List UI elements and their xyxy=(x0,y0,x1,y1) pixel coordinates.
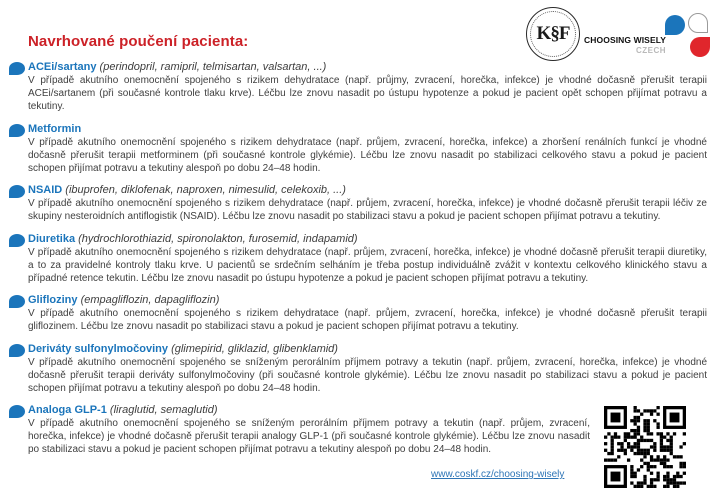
qr-code xyxy=(604,406,686,488)
section-metformin xyxy=(28,123,707,175)
section-name: Metformin xyxy=(28,122,82,135)
section-heading xyxy=(28,61,707,74)
section-drug-list: (glimepirid, gliklazid, glibenklamid) xyxy=(171,342,338,355)
speech-bubble-outline-icon xyxy=(688,13,708,33)
section-name: ACEi/sartany xyxy=(28,61,97,73)
section-drug-list: (hydrochlorothiazid, spironolakton, furosemid, indapamid) xyxy=(78,232,358,245)
bullet-speech-icon xyxy=(9,405,25,418)
section-body: V případě akutního onemocnění spojeného se sníženým perorálním příjmem potravy a tekutin (např. průjem, zvracení, horečka, infekce) je vhodné dočasně přerušit terapii deriváty sulfonylmočoviny (při současné kontrole glykémie). Léčbu lze znovu nasadit po stabilizaci stavu a pokud je pacient schopen přijímat potravu a tekutiny alespoň po dobu 24–48 hodin. xyxy=(28,356,707,394)
section-heading xyxy=(28,233,707,246)
section-drug-list: (empagliflozin, dapagliflozin) xyxy=(80,294,220,306)
section-drug-list: (ibuprofen, diklofenak, naproxen, nimesulid, celekoxib, ...) xyxy=(65,184,346,196)
section-name: NSAID xyxy=(28,184,63,196)
section-name: Diuretika xyxy=(28,232,76,245)
seal-ring-icon xyxy=(530,11,576,57)
bullet-speech-icon xyxy=(9,344,25,357)
choosing-wisely-title: CHOOSING WISELY xyxy=(584,35,666,45)
section-diuretika xyxy=(28,233,707,285)
section-body: V případě akutního onemocnění spojeného s rizikem dehydratace (např. průjem, zvracení, horečka, infekce) je vhodné dočasně přerušit terapii diuretiky, a to za pravidelné kontroly tlaku krve. U pacientů se srdečním selháním je třeba postup individuálně zvážit v kontextu celkového klinického stavu a případné retence tekutin. Léčbu lze znovu nasadit po ústupu hypotenze a pokud je pacient schopen přijímat potravu a tekutiny. xyxy=(28,246,707,284)
choosing-wisely-wordmark xyxy=(584,35,666,55)
section-nsaid xyxy=(28,184,707,223)
seal-monogram: K§F xyxy=(536,23,570,44)
bullet-speech-icon xyxy=(9,185,25,198)
bullet-speech-icon xyxy=(9,234,25,247)
speech-bubble-red-icon xyxy=(690,37,710,57)
website-link[interactable]: www.coskf.cz/choosing-wisely xyxy=(431,469,565,480)
sections-list xyxy=(28,61,707,466)
choosing-wisely-subtitle: CZECH xyxy=(635,46,666,55)
section-heading xyxy=(28,294,707,307)
section-body: V případě akutního onemocnění spojeného s rizikem dehydratace (např. průjem, zvracení, horečka, infekce) je vhodné dočasně přerušit terapii léčiv ze skupiny nesteroidních antiflogistik (NSAID). Léčbu lze znovu nasadit po stabilizaci stavu a pokud je pacient schopen přijímat potravu a tekutiny. xyxy=(28,198,707,222)
bullet-speech-icon xyxy=(9,124,25,137)
section-heading xyxy=(28,343,707,356)
section-heading xyxy=(28,404,590,417)
section-drug-list: (liraglutid, semaglutid) xyxy=(109,404,218,416)
bullet-speech-icon xyxy=(9,295,25,308)
section-body: V případě akutního onemocnění spojeného s rizikem dehydratace (např. průjem, zvracení, horečka, infekce) a zhoršení renálních funkcí je vhodné dočasně přerušit terapii metforminem (při současné kontrole glykémie). Léčbu lze znovu nasadit po stabilizaci celkového stavu a pokud je pacient schopen přijímat potravu a tekutiny alespoň po dobu 24–48 hodin. xyxy=(28,136,707,174)
section-glifloziny xyxy=(28,294,707,333)
choosing-wisely-logo xyxy=(584,12,712,58)
section-acei-sartany xyxy=(28,61,707,113)
speech-bubble-blue-icon xyxy=(665,15,685,35)
bullet-speech-icon xyxy=(9,62,25,75)
section-body: V případě akutního onemocnění spojeného s rizikem dehydratace (např. průjmy, zvracení, horečka, infekce) je vhodné dočasně přerušit terapii ACEi/sartanem (při současné kontrole tlaku krve). Léčbu lze znovu nasadit po ústupu hypotenze a pokud je pacient opět schopen přijímat potravu a tekutiny. xyxy=(28,75,707,112)
page-title: Navrhované poučení pacienta: xyxy=(28,33,249,50)
section-name: Glifloziny xyxy=(28,294,78,306)
coskf-society-seal-logo xyxy=(526,7,580,61)
section-body: V případě akutního onemocnění spojeného s rizikem dehydratace (např. průjem, zvracení, horečka, infekce) je vhodné dočasně přerušit terapii gliflozinem. Léčbu lze znovu nasadit po stabilizaci stavu a pokud je pacient schopen přijímat potravu a tekutiny. xyxy=(28,308,707,332)
section-name: Deriváty sulfonylmočoviny xyxy=(28,342,168,355)
section-body: V případě akutního onemocnění spojeného se sníženým perorálním příjmem potravy a tekutin (např. průjem, zvracení, horečka, infekce) je vhodné dočasně přerušit terapii analogy GLP-1 (při současné kontrole glykémie). Léčbu lze znovu nasadit po stabilizaci stavu a pokud je pacient schopen přijímat potravu a tekutiny alespoň po dobu 24–48 hodin. xyxy=(28,418,590,455)
section-heading xyxy=(28,184,707,197)
section-drug-list: (perindopril, ramipril, telmisartan, valsartan, ...) xyxy=(99,61,327,73)
section-derivaty-sulfonylmocoviny xyxy=(28,343,707,395)
section-name: Analoga GLP-1 xyxy=(28,404,107,416)
section-heading xyxy=(28,123,707,136)
